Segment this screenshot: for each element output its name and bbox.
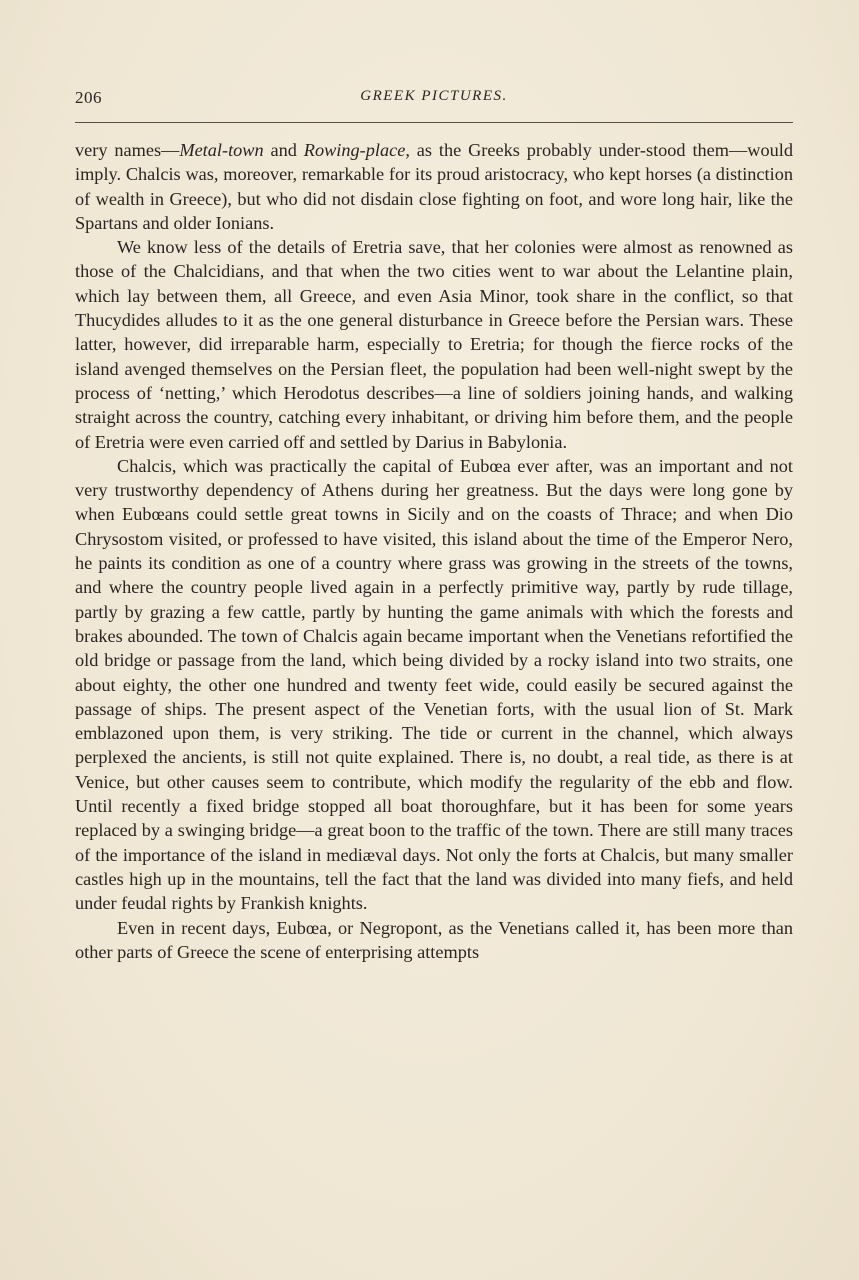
paragraph-1-text-b: and [263,140,304,160]
running-title: GREEK PICTURES. [360,88,508,104]
paragraph-1-text-c: as the Greeks probably under-stood them—would imply. Chalcis was, moreover, remarkable for its proud aristocracy, who kept horses (a distinction of wealth in Greece), but who did not disdain close fighting on foot, and wore long hair, like the Spartans and older Ionians. [75,140,793,233]
page-number: 206 [75,88,102,107]
rowing-place-term: Rowing-place, [303,140,410,160]
paragraph-1-text-a: very names— [75,140,180,160]
paragraph-3: Chalcis, which was practically the capital of Eubœa ever after, was an important and not very trustworthy dependency of Athens during her greatness. But the days were long gone by when Eubœans could settle great towns in Sicily and on the coasts of Thrace; and when Dio Chrysostom visited, or professed to have visited, this island about the time of the Emperor Nero, he paints its condition as one of a country where grass was growing in the streets of the towns, and where the country people lived again in a perfectly primitive way, partly by rude tillage, partly by grazing a few cattle, partly by hunting the game animals with which the forests and brakes abounded. The town of Chalcis again became important when the Venetians refortified the old bridge or passage from the land, which being divided by a rocky island into two straits, one about eighty, the other one hundred and twenty feet wide, could easily be secured against the passage of ships. The present aspect of the Venetian forts, with the usual lion of St. Mark emblazoned upon them, is very striking. The tide or current in the channel, which always perplexed the ancients, is still not quite explained. There is, no doubt, a real tide, as there is at Venice, but other causes seem to contribute, which modify the regularity of the ebb and flow. Until recently a fixed bridge stopped all boat thoroughfare, but it has been for some years replaced by a swinging bridge—a great boon to the traffic of the town. There are still many traces of the importance of the island in mediæval days. Not only the forts at Chalcis, but many smaller castles high up in the mountains, tell the fact that the land was divided into many fiefs, and held under feudal rights by Frankish knights. [75,455,793,914]
metal-town-term: Metal-town [179,140,264,160]
header-rule [75,122,793,123]
running-head [75,88,793,112]
body-text [75,138,793,964]
paragraph-4: Even in recent days, Eubœa, or Negropont, as the Venetians called it, has been more than other parts of Greece the scene of enterprising attempts [75,917,793,962]
paragraph-2: We know less of the details of Eretria save, that her colonies were almost as renowned as those of the Chalcidians, and that when the two cities went to war about the Lelantine plain, which lay between them, all Greece, and even Asia Minor, took share in the conflict, so that Thucydides alludes to it as the one general disturbance in Greece before the Persian wars. These latter, however, did irreparable harm, especially to Eretria; for though the fierce rocks of the island avenged themselves on the Persian fleet, the population had been well-night swept by the process of ‘netting,’ which Herodotus describes—a line of soldiers joining hands, and walking straight across the country, catching every inhabitant, or driving him before them, and the people of Eretria were even carried off and settled by Darius in Babylonia. [75,237,793,452]
paragraph-1 [75,138,793,235]
